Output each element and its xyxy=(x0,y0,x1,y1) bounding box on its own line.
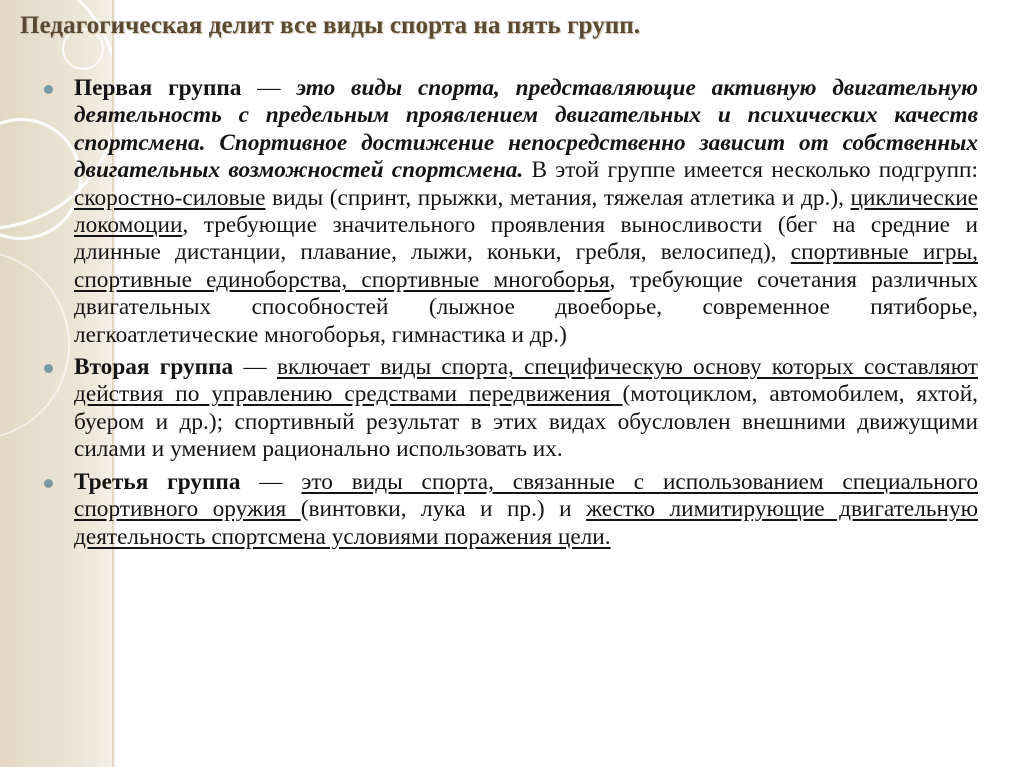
paragraph xyxy=(74,469,978,551)
slide-title: Педагогическая делит все виды спорта на пять групп. xyxy=(20,12,641,39)
underlined-term: циклические локомоции xyxy=(74,184,978,239)
text-segment: (винтовки, лука и пр.) и xyxy=(300,496,587,523)
paragraph xyxy=(74,75,978,349)
dash: — xyxy=(241,75,297,101)
bullet-dot-icon xyxy=(44,479,53,488)
text-segment: В этой группе имеется несколько подгрупп: xyxy=(523,157,978,184)
text-segment: (мотоциклом, автомобилем, яхтой, буером и др.); спортивный результат в этих видах обусловлен внешними движущими силами и умением рационально использовать их. xyxy=(74,381,978,463)
text-segment: , требующие сочетания различных двигательных способностей (лыжное двоеборье, современное пятиборье, легкоатлетические многоборья, гимнастика и др.) xyxy=(74,266,978,348)
dash: — xyxy=(240,468,302,495)
list-item-first-group xyxy=(44,75,978,349)
group-definition: это виды спорта, представляющие активную двигательную деятельность с предельным проявлением двигательных и психических качеств спортсмена. Спортивное достижение непосредственно зависит от собственных двигательных возможностей спортсмена. xyxy=(74,75,978,184)
group-lead: Первая группа xyxy=(74,75,242,101)
paragraph xyxy=(74,354,978,464)
underlined-term: жестко лимитирующие двигательную деятельность спортсмена условиями поражения цели. xyxy=(74,496,978,550)
text-segment: виды (спринт, прыжки, метания, тяжелая атлетика и др.), xyxy=(265,184,851,211)
underlined-term: включает виды спорта, специфическую основу которых составляют действия по управлению средствами передвижения xyxy=(74,354,978,408)
text-segment: , требующие значительного проявления выносливости (бег на средние и длинные дистанции, плавание, лыжи, коньки, гребля, велосипед), xyxy=(74,212,978,266)
underlined-term: скоростно-силовые xyxy=(74,184,266,211)
list-item-second-group xyxy=(44,354,978,464)
underlined-term: это виды спорта, связанные с использованием специального спортивного оружия xyxy=(74,468,978,523)
group-lead: Вторая группа xyxy=(74,354,234,381)
bullet-dot-icon xyxy=(44,364,53,373)
bullet-list xyxy=(44,75,978,556)
underlined-term: спортивные игры, спортивные единоборства, спортивные многоборья xyxy=(74,239,978,293)
bullet-dot-icon xyxy=(44,85,53,94)
list-item-third-group xyxy=(44,469,978,551)
group-lead: Третья группа xyxy=(74,468,241,495)
dash: — xyxy=(233,354,277,381)
